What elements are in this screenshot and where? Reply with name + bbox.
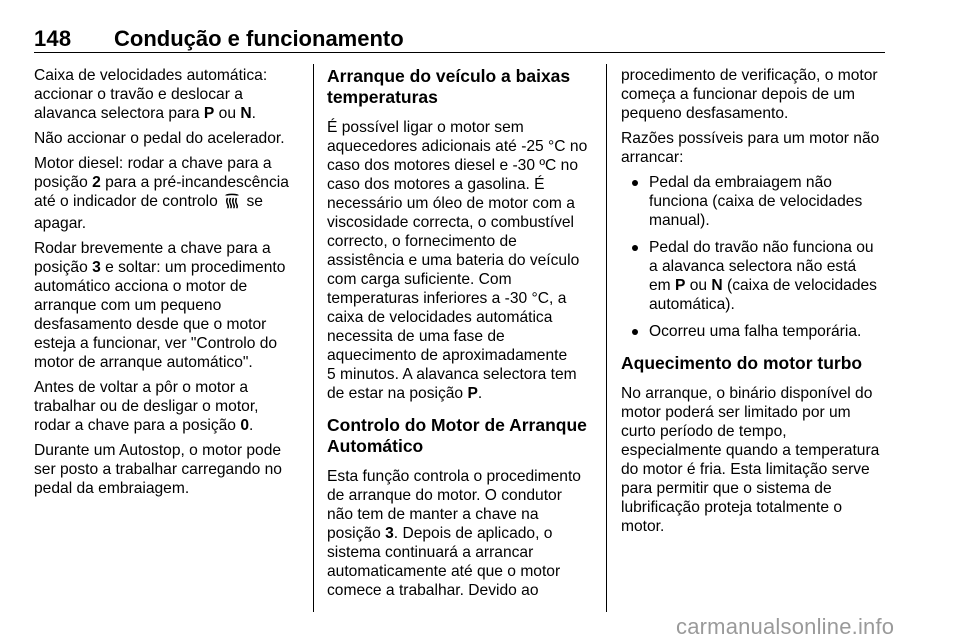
paragraph: Antes de voltar a pôr o motor a trabalhar ou de desligar o motor, rodar a chave para a posição 0. bbox=[34, 379, 259, 434]
page-header bbox=[34, 22, 885, 53]
list-item: Pedal da embraiagem não funciona (caixa de velocidades manual). bbox=[621, 173, 889, 230]
bullet-list bbox=[621, 173, 889, 341]
paragraph: Rodar brevemente a chave para a posição 3 e soltar: um procedimento automático acciona o motor de arranque com um pequeno desfasamento desde que o motor esteja a funcionar, ver "Controlo do motor de arranque automático". bbox=[34, 240, 286, 371]
column-divider bbox=[313, 64, 314, 612]
column-1 bbox=[34, 66, 304, 504]
paragraph: Durante um Autostop, o motor pode ser posto a trabalhar carregando no pedal da embraiagem. bbox=[34, 442, 282, 497]
paragraph: No arranque, o binário disponível do motor poderá ser limitado por um curto período de tempo, especialmente quando a temperatura do motor é fria. Esta limitação serve para permitir que o sistema de lubrificação proteja totalmente o motor. bbox=[621, 385, 880, 535]
paragraph: Esta função controla o procedimento de arranque do motor. O condutor não tem de manter a chave na posição 3. Depois de aplicado, o sistema continuará a arrancar automaticamente até que o motor comece a trabalhar. Devido ao bbox=[327, 468, 581, 599]
paragraph: Razões possíveis para um motor não arrancar: bbox=[621, 130, 880, 166]
paragraph: Não accionar o pedal do acelerador. bbox=[34, 130, 285, 147]
glow-plug-icon bbox=[224, 193, 240, 214]
paragraph: Caixa de velocidades automática: accionar o travão e deslocar a alavanca selectora para P ou N. bbox=[34, 67, 268, 122]
column-3 bbox=[621, 66, 889, 542]
paragraph: procedimento de verificação, o motor começa a funcionar depois de um pequeno desfasamento. bbox=[621, 67, 878, 122]
watermark: carmanualsonline.info bbox=[676, 614, 895, 639]
paragraph: Motor diesel: rodar a chave para a posição 2 para a pré-incandescência até o indicador de controlo se apagar. bbox=[34, 155, 289, 232]
page-number: 148 bbox=[34, 26, 72, 51]
column-2 bbox=[327, 66, 595, 606]
section-heading: Controlo do Motor de Arranque Automático bbox=[327, 415, 587, 456]
bullet-icon bbox=[632, 180, 638, 186]
column-divider bbox=[606, 64, 607, 612]
bullet-icon bbox=[632, 329, 638, 335]
list-item: Pedal do travão não funciona ou a alavanca selectora não está em P ou N (caixa de velocidades automática). bbox=[621, 238, 889, 314]
paragraph: É possível ligar o motor sem aquecedores adicionais até -25 °C no caso dos motores diesel e -30 ºC no caso dos motores a gasolina. É necessário um óleo de motor com a viscosidade correcta, o combustível correcto, o fornecimento de assistência e uma bateria do veículo com carga suficiente. Com temperaturas inferiores a -30 °C, a caixa de velocidades automática necessita de uma fase de aquecimento de aproximadamente 5 minutos. A alavanca selectora tem de estar na posição P. bbox=[327, 119, 588, 402]
page-title: Condução e funcionamento bbox=[114, 26, 404, 51]
section-heading: Arranque do veículo a baixas temperaturas bbox=[327, 66, 571, 107]
bullet-icon bbox=[632, 245, 638, 251]
section-heading: Aquecimento do motor turbo bbox=[621, 353, 863, 373]
list-item: Ocorreu uma falha temporária. bbox=[621, 322, 889, 341]
